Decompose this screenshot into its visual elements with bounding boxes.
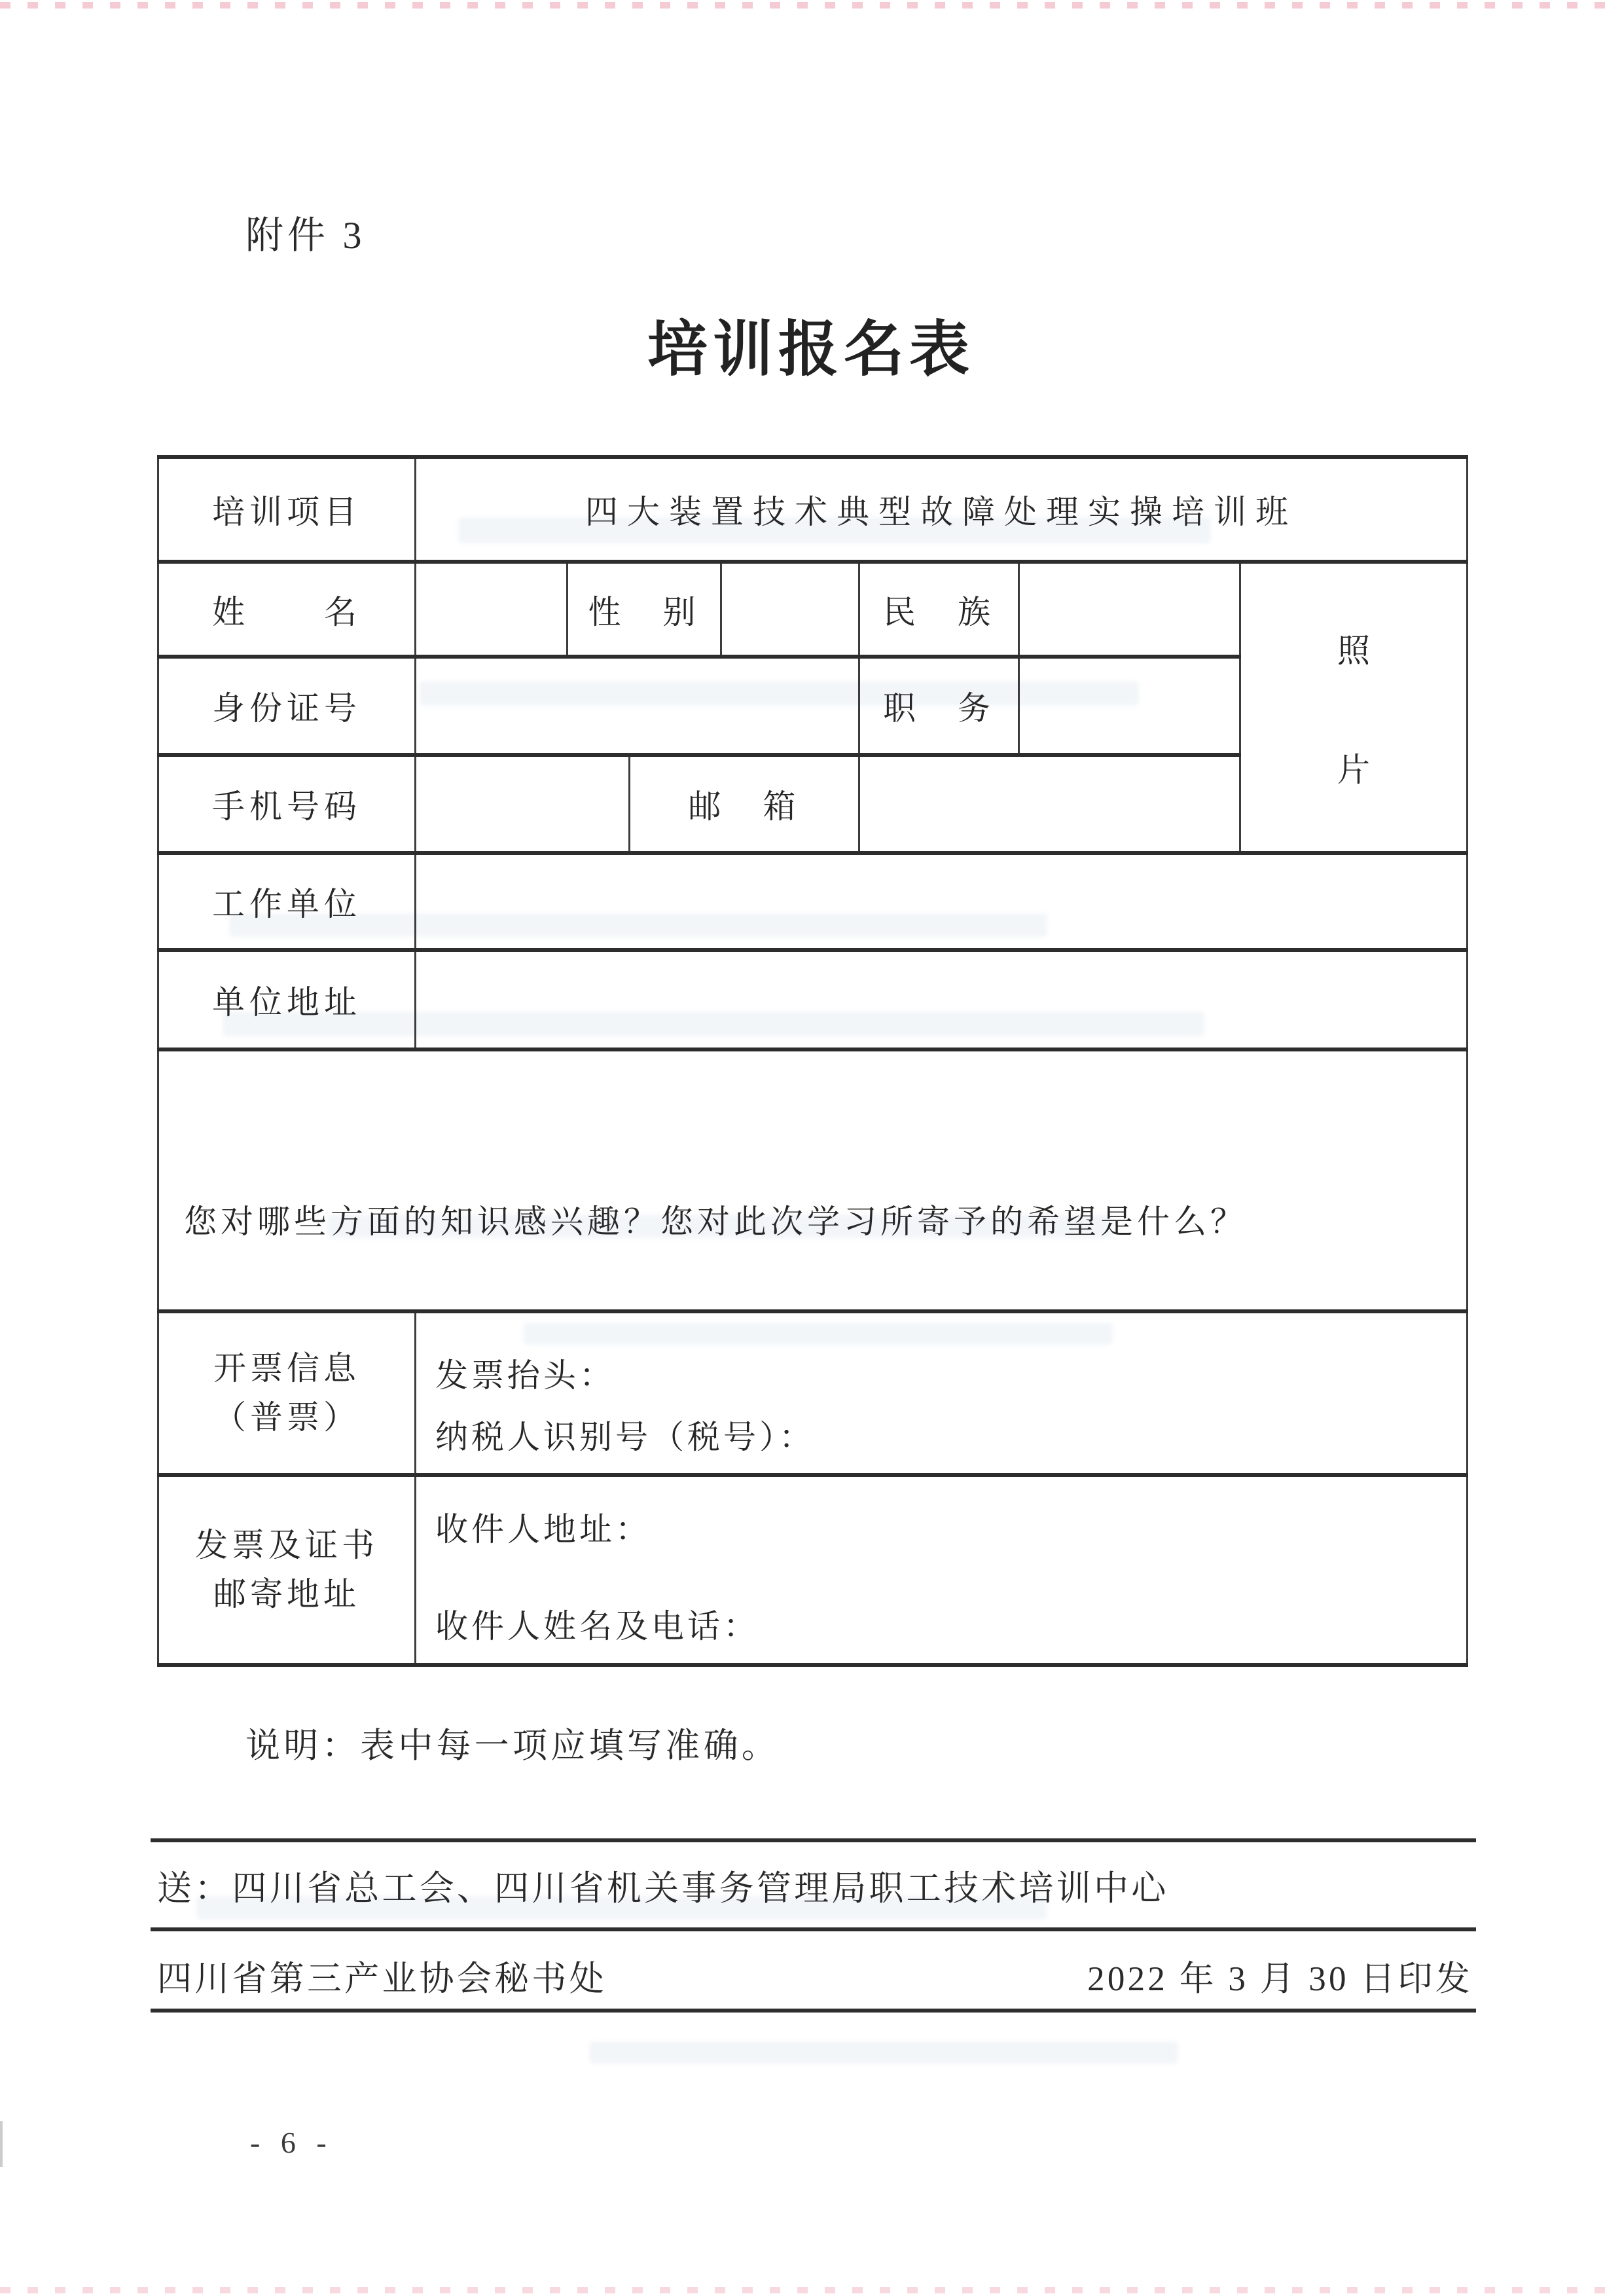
name-label: 姓 名 <box>158 562 416 657</box>
issuer-name: 四川省第三产业协会秘书处 <box>157 1960 607 1998</box>
footer-rule-bottom <box>151 2009 1476 2013</box>
mailing-label <box>158 1475 416 1665</box>
training-project-value: 四大装置技术典型故障处理实操培训班 <box>416 457 1468 562</box>
row-name-gender-ethnicity <box>158 562 1468 657</box>
issuer-row <box>157 1951 1473 2001</box>
duty-label: 职 务 <box>859 657 1019 755</box>
invoice-title-line: 发票抬头： <box>435 1357 615 1394</box>
invoice-taxid-line: 纳税人识别号（税号）： <box>435 1419 815 1455</box>
scan-bleed-artifact <box>589 2041 1178 2064</box>
employer-label: 工作单位 <box>158 853 416 950</box>
recipient-address-line: 收件人地址： <box>435 1511 651 1548</box>
page-number: - 6 - <box>250 2126 333 2159</box>
email-label: 邮 箱 <box>630 755 859 853</box>
employer-address-label: 单位地址 <box>158 950 416 1049</box>
registration-form-table <box>157 455 1468 1667</box>
invoice-info-content-cell <box>416 1311 1468 1475</box>
row-employer <box>158 853 1468 950</box>
row-employer-address <box>158 950 1468 1049</box>
gender-input-cell <box>721 562 859 657</box>
invoice-info-label-line1: 开票信息 <box>213 1350 360 1387</box>
employer-input-cell <box>416 853 1468 950</box>
interest-question-cell: 您对哪些方面的知识感兴趣？您对此次学习所寄予的希望是什么？ <box>158 1049 1468 1311</box>
training-project-label: 培训项目 <box>158 457 416 562</box>
footer-rule-top <box>151 1838 1476 1842</box>
mobile-label: 手机号码 <box>158 755 416 853</box>
scan-noise-top <box>0 2 1622 9</box>
row-invoice-info <box>158 1311 1468 1475</box>
ethnicity-input-cell <box>1019 562 1240 657</box>
photo-label-bottom: 片 <box>1337 751 1370 788</box>
mailing-label-line1: 发票及证书 <box>195 1527 378 1563</box>
distribution-line: 送：四川省总工会、四川省机关事务管理局职工技术培训中心 <box>157 1870 1169 1908</box>
scan-edge-mark <box>0 2121 3 2167</box>
duty-input-cell <box>1019 657 1240 755</box>
mailing-label-line2: 邮寄地址 <box>213 1576 360 1613</box>
photo-box <box>1240 562 1468 853</box>
footer-rule-middle <box>151 1927 1476 1931</box>
scan-noise-bottom <box>0 2287 1622 2293</box>
instruction-note: 说明：表中每一项应填写准确。 <box>245 1727 780 1765</box>
mailing-content-cell <box>416 1475 1468 1665</box>
row-interest-question <box>158 1049 1468 1311</box>
id-number-input-cell <box>416 657 859 755</box>
id-number-label: 身份证号 <box>158 657 416 755</box>
invoice-info-label-line2: （普票） <box>213 1399 360 1436</box>
row-mailing-address <box>158 1475 1468 1665</box>
name-input-cell <box>416 562 568 657</box>
row-training-project <box>158 457 1468 562</box>
invoice-info-label <box>158 1311 416 1475</box>
photo-label-top: 照 <box>1337 632 1370 669</box>
ethnicity-label: 民 族 <box>859 562 1019 657</box>
email-input-cell <box>859 755 1240 853</box>
issue-date: 2022 年 3 月 30 日印发 <box>1087 1960 1473 1998</box>
recipient-name-phone-line: 收件人姓名及电话： <box>435 1608 759 1645</box>
gender-label: 性 别 <box>568 562 721 657</box>
employer-address-input-cell <box>416 950 1468 1049</box>
attachment-label: 附件 3 <box>245 214 366 257</box>
mobile-input-cell <box>416 755 630 853</box>
page-title: 培训报名表 <box>647 316 975 383</box>
